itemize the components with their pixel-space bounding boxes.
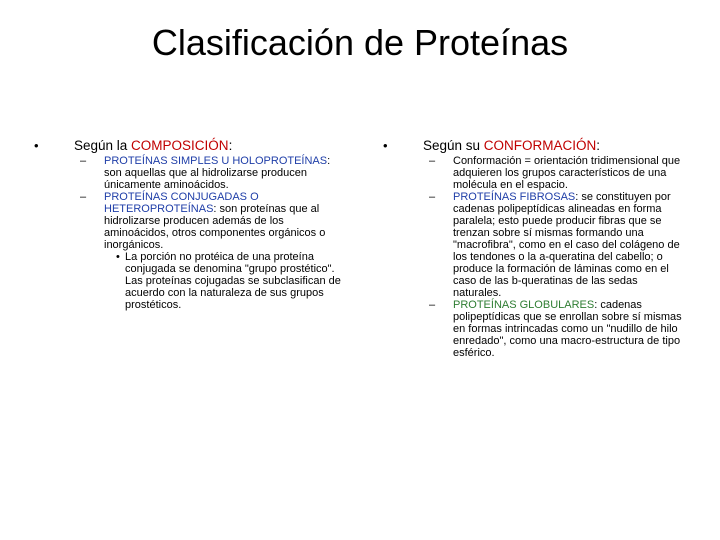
right-item-conformation (383, 155, 683, 191)
left-item-simple (34, 155, 344, 191)
right-heading-keyword: CONFORMACIÓN (483, 138, 597, 153)
left-subitem-text: La porción no protéica de una proteína conjugada se denomina "grupo prostético". Las proteínas cojugadas se subclasifican de acuerdo con la naturaleza de sus grupos prostéticos. (125, 251, 341, 311)
left-item-conjugated-term: PROTEÍNAS CONJUGADAS O HETEROPROTEÍNAS (104, 191, 259, 215)
bullet-icon: • (116, 251, 120, 263)
left-item-conjugated-text: : son proteínas que al hidrolizarse producen además de los aminoácidos, otros componentes orgánicos o inorgánicos. (104, 203, 326, 251)
left-subitem-prosthetic (34, 251, 344, 311)
bullet-icon: • (383, 138, 388, 153)
dash-icon: – (80, 191, 87, 203)
right-item-globular-term: PROTEÍNAS GLOBULARES (453, 299, 595, 311)
right-column (383, 138, 683, 359)
right-item-globular-text: : cadenas polipeptídicas que se enrollan sobre sí mismas en formas intrincadas como un "nudillo de hilo enredado", como una macro-estructura de tipo esférico. (453, 299, 682, 359)
slide-title: Clasificación de Proteínas (151, 22, 569, 63)
left-column (34, 138, 344, 311)
dash-icon: – (429, 299, 436, 311)
right-item-globular (383, 299, 683, 359)
right-heading-prefix: Según su (423, 138, 484, 153)
right-heading (383, 138, 683, 154)
left-heading-prefix: Según la (74, 138, 132, 153)
left-item-simple-text: : son aquellas que al hidrolizarse producen únicamente aminoácidos. (104, 155, 331, 191)
right-item-fibrous-term: PROTEÍNAS FIBROSAS (453, 191, 576, 203)
left-heading (34, 138, 344, 154)
dash-icon: – (80, 155, 87, 167)
right-item-conformation-text: Conformación = orientación tridimensional que adquieren los grupos característicos de una molécula en el espacio. (453, 155, 681, 191)
right-item-fibrous-text: : se constituyen por cadenas polipeptídicas alineadas en forma paralela; esto puede producir fibras que se trenzan sobre sí mismas formando una "macrofibra", como en el caso del colágeno de los tendones o la a-queratina del cabello; o produce la formación de láminas como en el caso de las b-queratinas de las sedas naturales. (453, 191, 680, 299)
bullet-icon: • (34, 138, 39, 153)
dash-icon: – (429, 191, 436, 203)
dash-icon: – (429, 155, 436, 167)
left-item-simple-term: PROTEÍNAS SIMPLES U HOLOPROTEÍNAS (104, 155, 328, 167)
right-item-fibrous (383, 191, 683, 299)
right-heading-suffix: : (596, 138, 601, 153)
left-item-conjugated (34, 191, 344, 251)
left-heading-keyword: COMPOSICIÓN (131, 138, 229, 153)
left-heading-suffix: : (228, 138, 233, 153)
